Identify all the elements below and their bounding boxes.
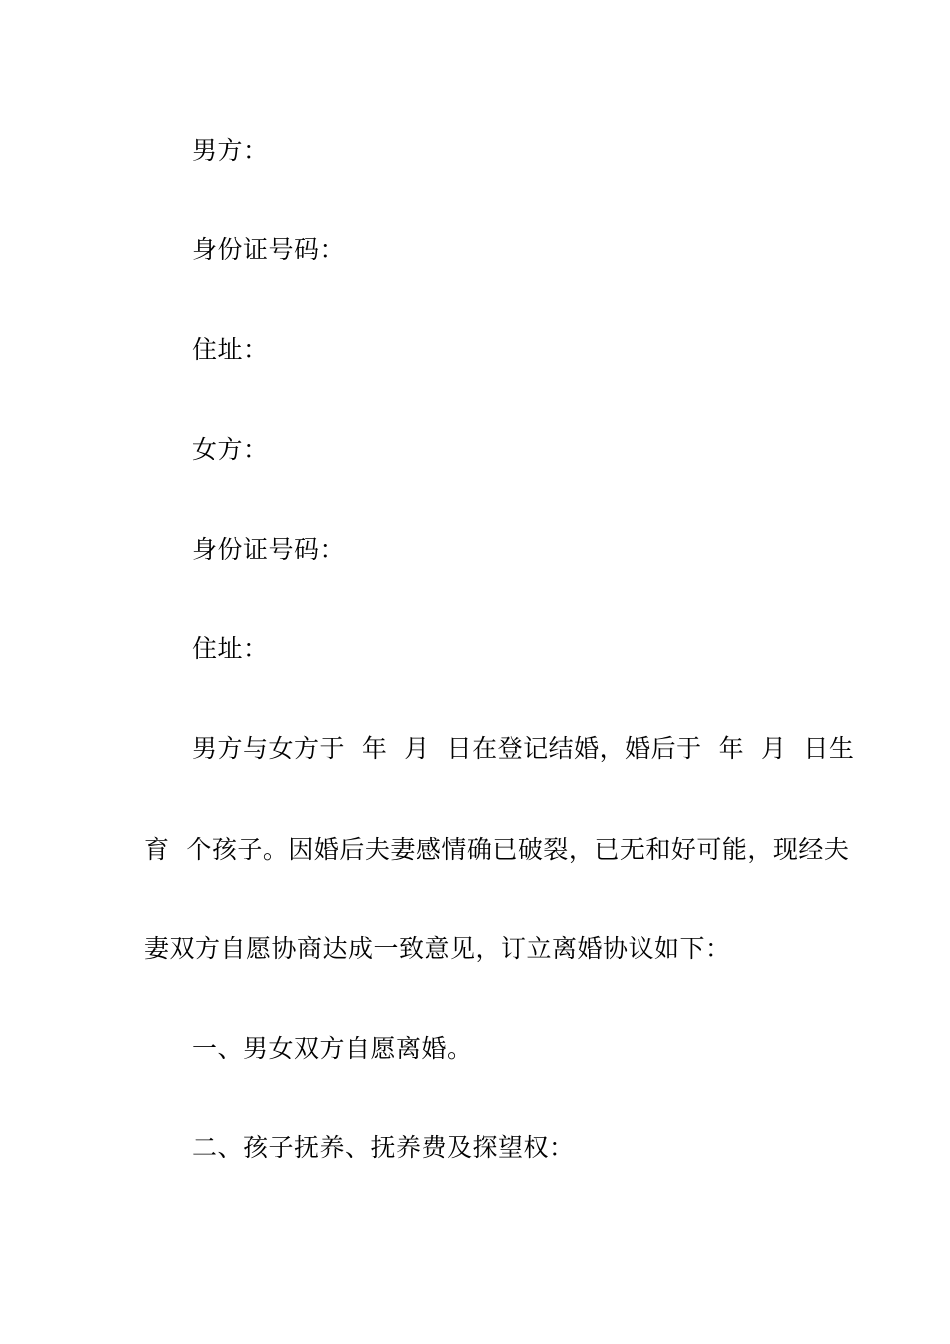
paragraph-line-1: 男方与女方于 年 月 日在登记结婚，婚后于 年 月 日生 xyxy=(192,734,855,763)
male-party-label: 男方： xyxy=(192,136,269,165)
female-party-label: 女方： xyxy=(192,435,269,464)
paragraph-line-2: 育 个孩子。因婚后夫妻感情确已破裂，已无和好可能，现经夫 xyxy=(144,835,850,864)
female-id-number-label: 身份证号码： xyxy=(192,535,346,564)
paragraph-line-3: 妻双方自愿协商达成一致意见，订立离婚协议如下： xyxy=(144,934,731,963)
clause-one: 一、男女双方自愿离婚。 xyxy=(192,1034,473,1063)
male-id-number-label: 身份证号码： xyxy=(192,235,346,264)
female-address-label: 住址： xyxy=(192,634,269,663)
male-address-label: 住址： xyxy=(192,335,269,364)
clause-two: 二、孩子抚养、抚养费及探望权： xyxy=(192,1133,575,1162)
